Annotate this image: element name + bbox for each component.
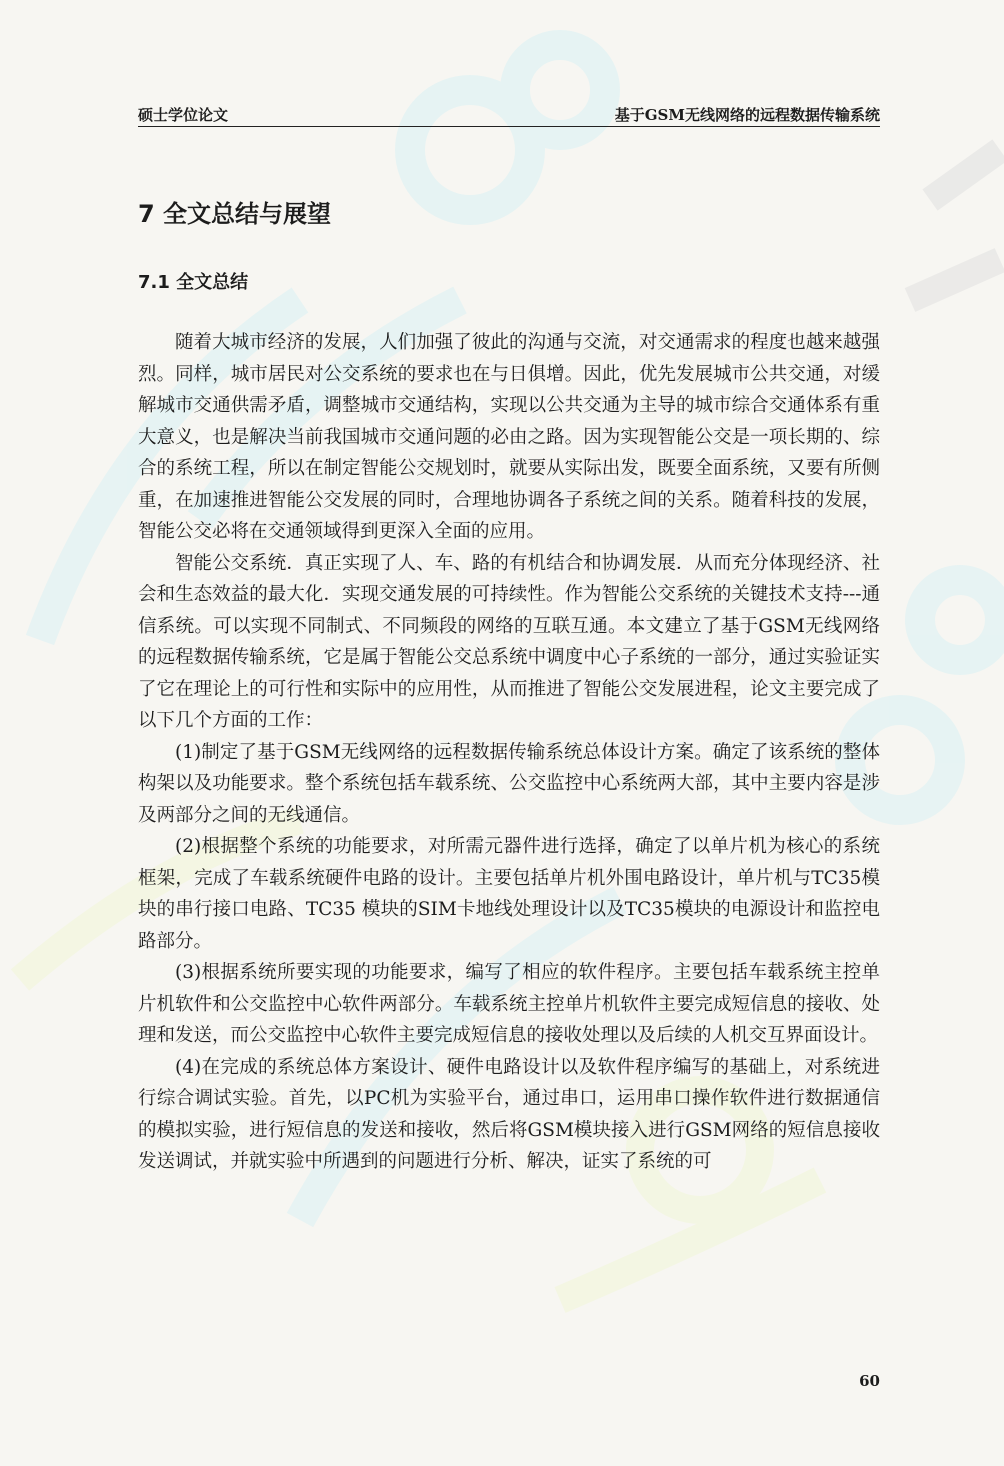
header-thesis-type: 硕士学位论文 — [138, 106, 229, 124]
page-number: 60 — [859, 1372, 880, 1390]
paragraph-intro: 随着大城市经济的发展，人们加强了彼此的沟通与交流，对交通需求的程度也越来越强烈。同样，城市居民对公交系统的要求也在与日俱增。因此，优先发展城市公共交通，对缓解城市交通供需矛盾，调整城市交通结构，实现以公共交通为主导的城市综合交通体系有重大意义，也是解决当前我国城市交通问题的必由之路。因为实现智能公交是一项长期的、综合的系统工程，所以在制定智能公交规划时，就要从实际出发，既要全面系统，又要有所侧重，在加速推进智能公交发展的同时，合理地协调各子系统之间的关系。随着科技的发展，智能公交必将在交通领域得到更深入全面的应用。 — [138, 332, 880, 542]
section-title: 7.1 全文总结 — [138, 272, 249, 293]
running-header — [138, 104, 880, 127]
paragraph-item-2: (2)根据整个系统的功能要求，对所需元器件进行选择，确定了以单片机为核心的系统框架，完成了车载系统硬件电路的设计。主要包括单片机外围电路设计，单片机与TC35模块的串行接口电路、TC35 模块的SIM卡地线处理设计以及TC35模块的电源设计和监控电路部分。 — [138, 836, 880, 952]
body-text — [138, 327, 880, 1178]
paragraph-system: 智能公交系统．真正实现了人、车、路的有机结合和协调发展．从而充分体现经济、社会和生态效益的最大化．实现交通发展的可持续性。作为智能公交系统的关键技术支持---通信系统。可以实现不同制式、不同频段的网络的互联互通。本文建立了基于GSM无线网络的远程数据传输系统，它是属于智能公交总系统中调度中心子系统的一部分，通过实验证实了它在理论上的可行性和实际中的应用性，从而推进了智能公交发展进程，论文主要完成了以下几个方面的工作： — [138, 552, 880, 731]
header-thesis-title: 基于GSM无线网络的远程数据传输系统 — [614, 106, 880, 124]
chapter-title: 7 全文总结与展望 — [138, 200, 332, 228]
paragraph-item-3: (3)根据系统所要实现的功能要求，编写了相应的软件程序。主要包括车载系统主控单片机软件和公交监控中心软件两部分。车载系统主控单片机软件主要完成短信息的接收、处理和发送，而公交监控中心软件主要完成短信息的接收处理以及后续的人机交互界面设计。 — [138, 962, 880, 1046]
paragraph-item-1: (1)制定了基于GSM无线网络的远程数据传输系统总体设计方案。确定了该系统的整体构架以及功能要求。整个系统包括车载系统、公交监控中心系统两大部，其中主要内容是涉及两部分之间的无线通信。 — [138, 741, 880, 826]
paragraph-item-4: (4)在完成的系统总体方案设计、硬件电路设计以及软件程序编写的基础上，对系统进行综合调试实验。首先，以PC机为实验平台，通过串口，运用串口操作软件进行数据通信的模拟实验，进行短信息的发送和接收，然后将GSM模块接入进行GSM网络的短信息接收发送调试，并就实验中所遇到的问题进行分析、解决，证实了系统的可 — [138, 1056, 880, 1172]
